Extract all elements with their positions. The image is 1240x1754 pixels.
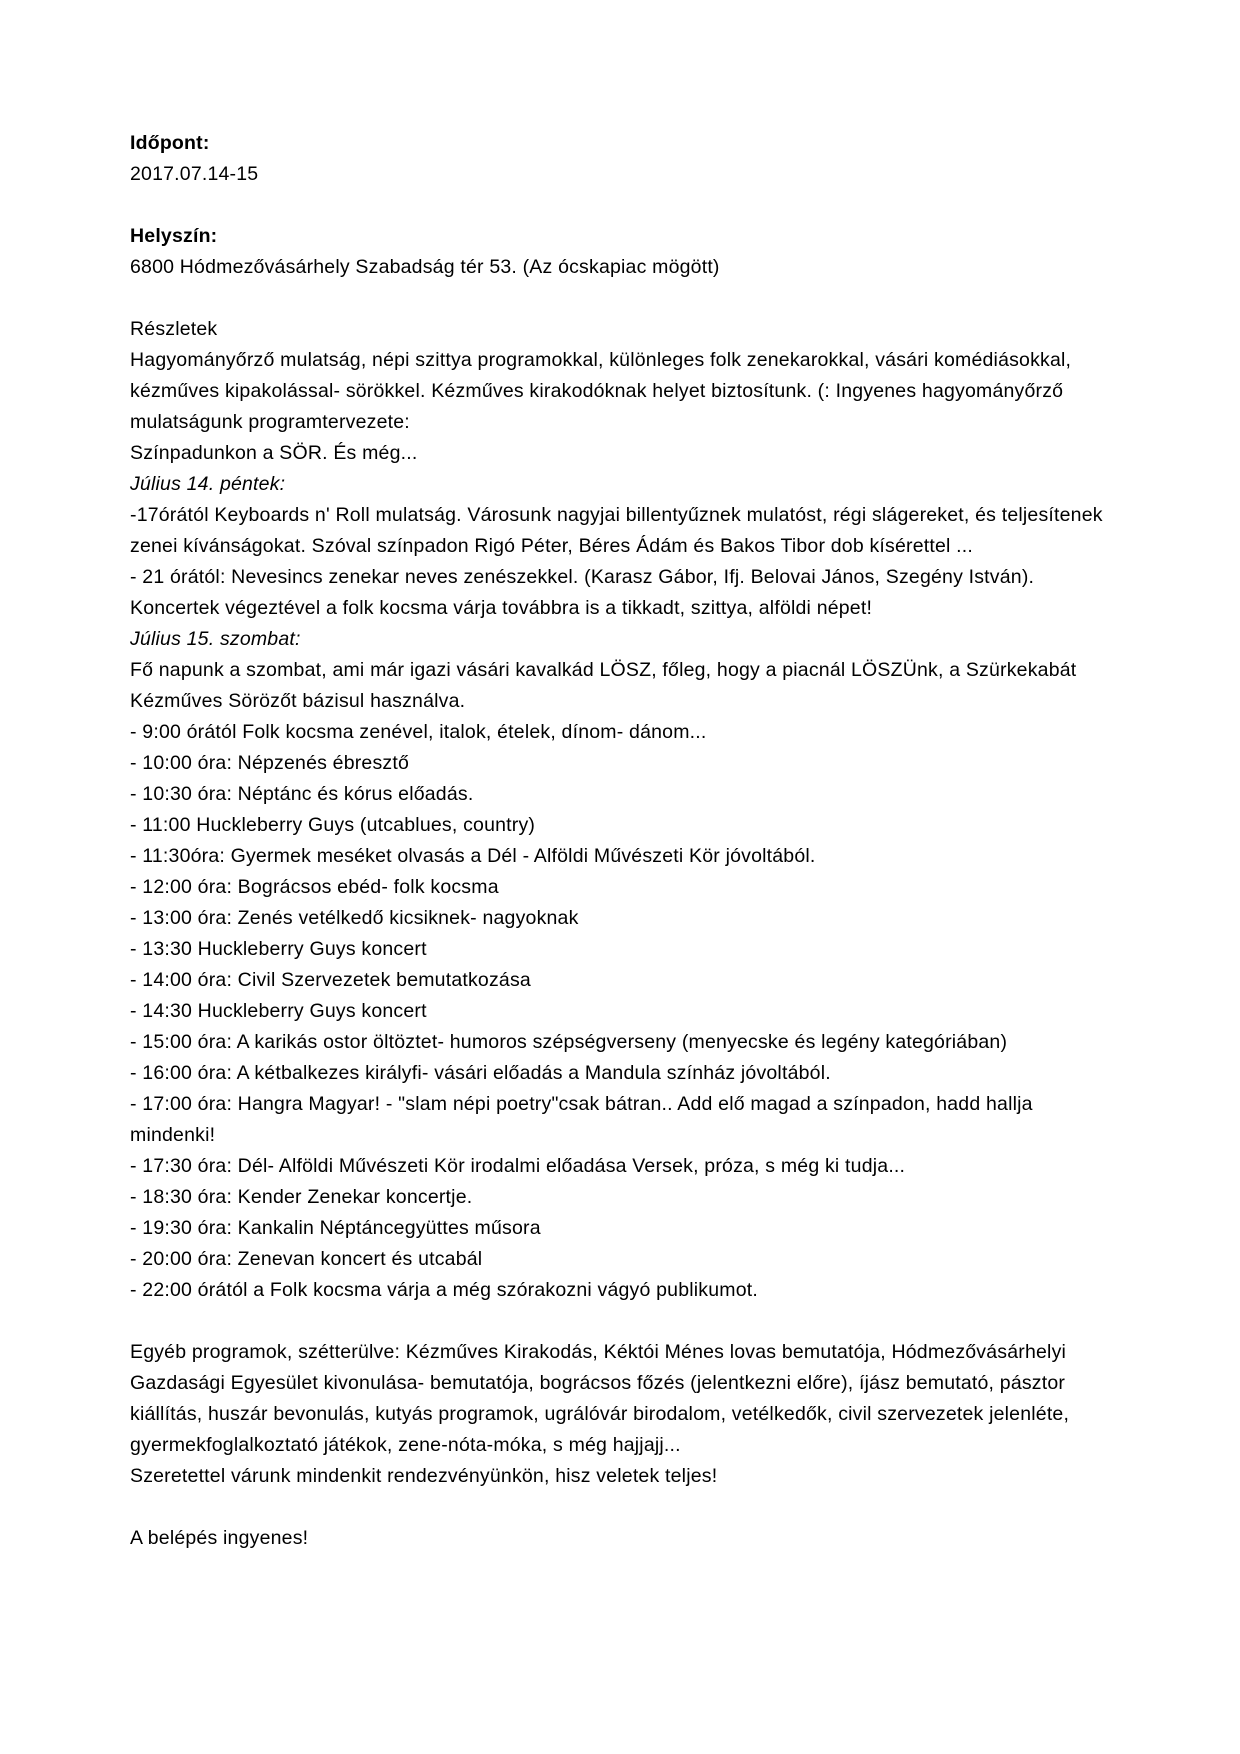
friday-entry-keyboards: -17órától Keyboards n' Roll mulatság. Városunk nagyjai billentyűznek mulatóst, régi slágereket, és teljesítenek zenei kívánságokat. Szóval színpadon Rigó Péter, Béres Ádám és Bakos Tibor dob kísérettel ... [130,504,1103,557]
venue-value: 6800 Hódmezővásárhely Szabadság tér 53. (Az ócskapiac mögött) [130,256,720,278]
schedule-item: - 22:00 órától a Folk kocsma várja a még szórakozni vágyó publikumot. [130,1279,758,1301]
schedule-item: - 14:00 óra: Civil Szervezetek bemutatkozása [130,969,531,991]
details-heading: Részletek [130,318,218,340]
free-entry-note: A belépés ingyenes! [130,1527,309,1549]
schedule-item: - 15:00 óra: A karikás ostor öltöztet- humoros szépségverseny (menyecske és legény kategóriában) [130,1031,1008,1053]
date-value: 2017.07.14-15 [130,163,259,185]
schedule-item: - 12:00 óra: Bográcsos ebéd- folk kocsma [130,876,499,898]
spacer-after-date [130,190,1120,221]
schedule-item: - 11:30óra: Gyermek meséket olvasás a Dél - Alföldi Művészeti Kör jóvoltából. [130,845,816,867]
schedule-item: - 11:00 Huckleberry Guys (utcablues, country) [130,814,536,836]
friday-heading: Július 14. péntek: [130,473,286,495]
schedule-item: - 19:30 óra: Kankalin Néptáncegyüttes műsora [130,1217,541,1239]
schedule-item: - 10:00 óra: Népzenés ébresztő [130,752,410,774]
spacer-before-free-entry [130,1492,1120,1523]
schedule-item: - 16:00 óra: A kétbalkezes királyfi- vásári előadás a Mandula színház jóvoltából. [130,1062,831,1084]
saturday-heading: Július 15. szombat: [130,628,301,650]
schedule-item: - 20:00 óra: Zenevan koncert és utcabál [130,1248,483,1270]
saturday-intro: Fő napunk a szombat, ami már igazi vásári kavalkád LÖSZ, főleg, hogy a piacnál LÖSZÜnk, a Szürkekabát Kézműves Sörözőt bázisul használva. [130,659,1077,712]
schedule-item: - 10:30 óra: Néptánc és kórus előadás. [130,783,474,805]
friday-entry-nevesincs: - 21 órától: Nevesincs zenekar neves zenészekkel. (Karasz Gábor, Ifj. Belovai János, Szegény István). Koncertek végeztével a folk kocsma várja továbbra is a tikkadt, szittya, alföldi népet! [130,566,1035,619]
schedule-item: - 17:30 óra: Dél- Alföldi Művészeti Kör irodalmi előadása Versek, próza, s még ki tudja... [130,1155,906,1177]
venue-heading: Helyszín: [130,225,218,247]
schedule-item: - 17:00 óra: Hangra Magyar! - "slam népi poetry"csak bátran.. Add elő magad a színpadon, hadd hallja mindenki! [130,1093,1033,1146]
spacer-after-venue [130,283,1120,314]
closing-invite: Szeretettel várunk mindenkit rendezvényünkön, hisz veletek teljes! [130,1465,718,1487]
document-body [130,128,1120,1554]
schedule-item: - 18:30 óra: Kender Zenekar koncertje. [130,1186,473,1208]
date-heading: Időpont: [130,132,210,154]
spacer-after-schedule [130,1306,1120,1337]
other-programs-paragraph: Egyéb programok, szétterülve: Kézműves Kirakodás, Kéktói Ménes lovas bemutatója, Hódmezővásárhelyi Gazdasági Egyesület kivonulása- bemutatója, bográcsos főzés (jelentkezni előre), íjász bemutató, pásztor kiállítás, huszár bevonulás, kutyás programok, ugrálóvár birodalom, vetélkedők, civil szervezetek jelenléte, gyermekfoglalkoztató játékok, zene-nóta-móka, s még hajjajj... [130,1341,1070,1456]
schedule-item: - 9:00 órától Folk kocsma zenével, italok, ételek, dínom- dánom... [130,721,707,743]
schedule-item: - 14:30 Huckleberry Guys koncert [130,1000,427,1022]
intro-paragraph: Hagyományőrző mulatság, népi szittya programokkal, különleges folk zenekarokkal, vásári komédiásokkal, kézműves kipakolással- sörökkel. Kézműves kirakodóknak helyet biztosítunk. (: Ingyenes hagyományőrző mulatságunk programtervezete: [130,349,1072,433]
schedule-item: - 13:30 Huckleberry Guys koncert [130,938,427,960]
stage-line: Színpadunkon a SÖR. És még... [130,442,418,464]
schedule-item: - 13:00 óra: Zenés vetélkedő kicsiknek- nagyoknak [130,907,579,929]
